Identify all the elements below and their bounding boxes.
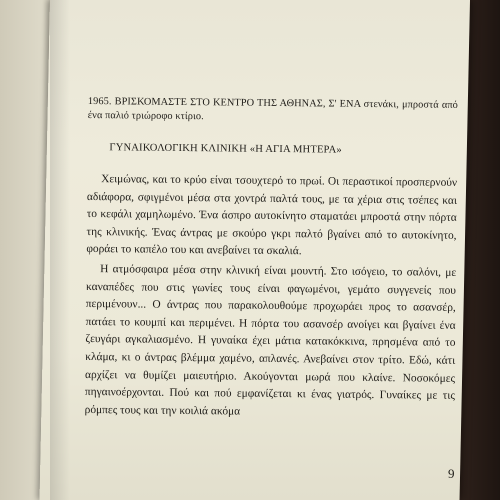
- intro-text: 1965. ΒΡΙΣΚΟΜΑΣΤΕ ΣΤΟ ΚΕΝΤΡΟ ΤΗΣ ΑΘΗΝΑΣ, Σ' ΕΝΑ στενάκι, μπροστά από ένα παλιό τριώροφο κτίριο.: [87, 95, 458, 123]
- paragraph-1: Χειμώνας, και το κρύο είναι τσουχτερό το πρωί. Οι περαστικοί προσπερνούν αδιάφορα, σφιγμένοι μέσα στα χοντρά παλτά τους, με τα χέρια στις τσέπες και το κεφάλι χαμηλωμένο. Ένα άσπρο αυτοκίνητο σταματάει μπροστά στην πόρτα της κλινικής. Ένας άντρας με σκούρο γκρι παλτό βγαίνει από το αυτοκίνητο, φοράει το καπέλο του και ανεβαίνει τα σκαλιά.: [86, 173, 458, 258]
- paragraph-2: Η ατμόσφαιρα μέσα στην κλινική είναι μουντή. Στο ισόγειο, το σαλόνι, με καναπέδες που στις γωνίες τους είναι φαγωμένοι, γεμάτο συγγενείς που περιμένουν... Ο άντρας που παρακολουθούμε προχωράει προς το ασανσέρ, πατάει το κουμπί και περιμένει. Η πόρτα του ασανσέρ ανοίγει και βγαίνει ένα ζευγάρι αγκαλιασμένο. Η γυναίκα έχει μάτια κατακόκκινα, πρησμένα από το κλάμα, κι ο άντρας βλέμμα χαμένο, απλανές. Ανεβαίνει στον τρίτο. Εδώ, κάτι αρχίζει να θυμίζει μαιευτήριο. Ακούγονται μωρά που κλαίνε. Νοσοκόμες πηγαινοέρχονται. Πού και πού εμφανίζεται κι ένας γιατρός. Γυναίκες με τις ρόμπες τους και την κοιλιά ακόμα: [84, 263, 457, 418]
- page-content: [85, 95, 458, 423]
- page-number: 9: [448, 466, 455, 481]
- page-gutter-shadow: [50, 0, 70, 500]
- section-heading: ΓΥΝΑΙΚΟΛΟΓΙΚΗ ΚΛΙΝΙΚΗ «Η ΑΓΙΑ ΜΗΤΕΡΑ»: [109, 142, 342, 156]
